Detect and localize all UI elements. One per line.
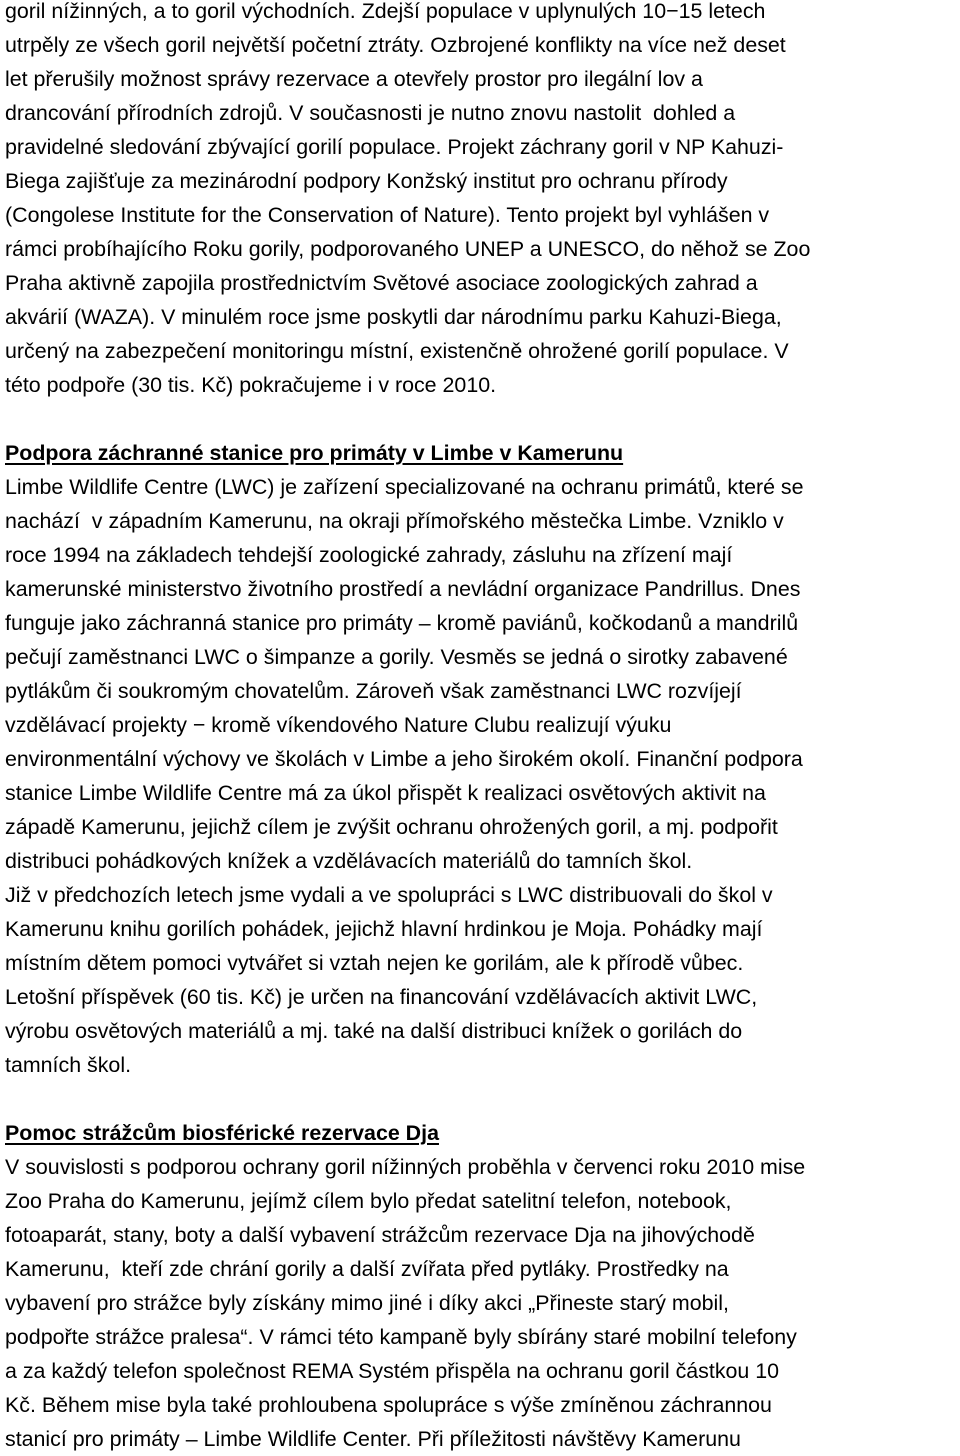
text-line: distribuci pohádkových knížek a vzdělávacích materiálů do tamních škol. [5, 849, 693, 873]
text-line: Limbe Wildlife Centre (LWC) je zařízení specializované na ochranu primátů, které se [5, 475, 804, 499]
text-line: nachází v západním Kamerunu, na okraji přímořského městečka Limbe. Vzniklo v [5, 509, 784, 533]
text-line: západě Kamerunu, jejichž cílem je zvýšit ochranu ohrožených goril, a mj. podpořit [5, 815, 778, 839]
text-line: Biega zajišťuje za mezinárodní podpory Konžský institut pro ochranu přírody [5, 169, 728, 193]
text-line: vzdělávací projekty − kromě víkendového Nature Clubu realizují výuku [5, 713, 672, 737]
text-line: akvárií (WAZA). V minulém roce jsme poskytli dar národnímu parku Kahuzi-Biega, [5, 305, 782, 329]
text-line: místním dětem pomoci vytvářet si vztah nejen ke gorilám, ale k přírodě vůbec. [5, 951, 744, 975]
text-line: vybavení pro strážce byly získány mimo jiné i díky akci „Přineste starý mobil, [5, 1291, 729, 1315]
text-line: kamerunské ministerstvo životního prostředí a nevládní organizace Pandrillus. Dnes [5, 577, 801, 601]
text-line: Kč. Během mise byla také prohloubena spolupráce s výše zmíněnou záchrannou [5, 1393, 772, 1417]
text-line: pravidelné sledování zbývající gorilí populace. Projekt záchrany goril v NP Kahuzi- [5, 135, 784, 159]
section-limbe-wildlife-centre [5, 436, 960, 1082]
text-line: roce 1994 na základech tehdejší zoologické zahrady, zásluhu na zřízení mají [5, 543, 733, 567]
text-line: stanice Limbe Wildlife Centre má za úkol přispět k realizaci osvětových aktivit na [5, 781, 766, 805]
text-line: této podpoře (30 tis. Kč) pokračujeme i v roce 2010. [5, 373, 497, 397]
text-line: Praha aktivně zapojila prostřednictvím Světové asociace zoologických zahrad a [5, 271, 758, 295]
text-line: pečují zaměstnanci LWC o šimpanze a gorily. Vesměs se jedná o sirotky zabavené [5, 645, 788, 669]
text-line: rámci probíhajícího Roku gorily, podporovaného UNEP a UNESCO, do něhož se Zoo [5, 237, 811, 261]
text-line: goril nížinných, a to goril východních. Zdejší populace v uplynulých 10−15 letech [5, 0, 766, 23]
paragraph-spacer [5, 1082, 960, 1116]
text-line: a za každý telefon společnost REMA Systém přispěla na ochranu goril částkou 10 [5, 1359, 780, 1383]
text-line: stanicí pro primáty – Limbe Wildlife Center. Při příležitosti návštěvy Kamerunu [5, 1427, 741, 1451]
text-line: podpořte strážce pralesa“. V rámci této kampaně byly sbírány staré mobilní telefony [5, 1325, 797, 1349]
text-line: Již v předchozích letech jsme vydali a ve spolupráci s LWC distribuovali do škol v [5, 883, 773, 907]
text-line: pytlákům či soukromým chovatelům. Zároveň však zaměstnanci LWC rozvíjejí [5, 679, 742, 703]
text-line: utrpěly ze všech goril největší početní ztráty. Ozbrojené konflikty na více než deset [5, 33, 786, 57]
text-line: určený na zabezpečení monitoringu místní, existenčně ohrožené gorilí populace. V [5, 339, 789, 363]
text-line: (Congolese Institute for the Conservation of Nature). Tento projekt byl vyhlášen v [5, 203, 770, 227]
text-line: tamních škol. [5, 1053, 132, 1077]
text-line: funguje jako záchranná stanice pro primáty – kromě paviánů, kočkodanů a mandrilů [5, 611, 799, 635]
text-line: Zoo Praha do Kamerunu, jejímž cílem bylo předat satelitní telefon, notebook, [5, 1189, 732, 1213]
text-line: let přerušily možnost správy rezervace a otevřely prostor pro ilegální lov a [5, 67, 703, 91]
section-heading [5, 436, 960, 470]
text-line: výrobu osvětových materiálů a mj. také na další distribuci knížek o gorilách do [5, 1019, 743, 1043]
text-line: V souvislosti s podporou ochrany goril nížinných proběhla v červenci roku 2010 mise [5, 1155, 806, 1179]
text-line: Kamerunu, kteří zde chrání gorily a další zvířata před pytláky. Prostředky na [5, 1257, 729, 1281]
text-line: environmentální výchovy ve školách v Limbe a jeho širokém okolí. Finanční podpora [5, 747, 803, 771]
section-heading-text: Podpora záchranné stanice pro primáty v Limbe v Kamerunu [5, 441, 624, 465]
document-page [5, 0, 960, 1456]
section-heading-text: Pomoc strážcům biosférické rezervace Dja [5, 1121, 439, 1145]
text-line: Kamerunu knihu gorilích pohádek, jejichž hlavní hrdinkou je Moja. Pohádky mají [5, 917, 763, 941]
section-heading [5, 1116, 960, 1150]
section-gorilla-kahuzi-biega [5, 0, 960, 402]
text-line: fotoaparát, stany, boty a další vybavení strážcům rezervace Dja na jihovýchodě [5, 1223, 755, 1247]
section-dja-reserve-rangers [5, 1116, 960, 1456]
text-line: Letošní příspěvek (60 tis. Kč) je určen na financování vzdělávacích aktivit LWC, [5, 985, 758, 1009]
paragraph-spacer [5, 402, 960, 436]
text-line: drancování přírodních zdrojů. V současnosti je nutno znovu nastolit dohled a [5, 101, 736, 125]
